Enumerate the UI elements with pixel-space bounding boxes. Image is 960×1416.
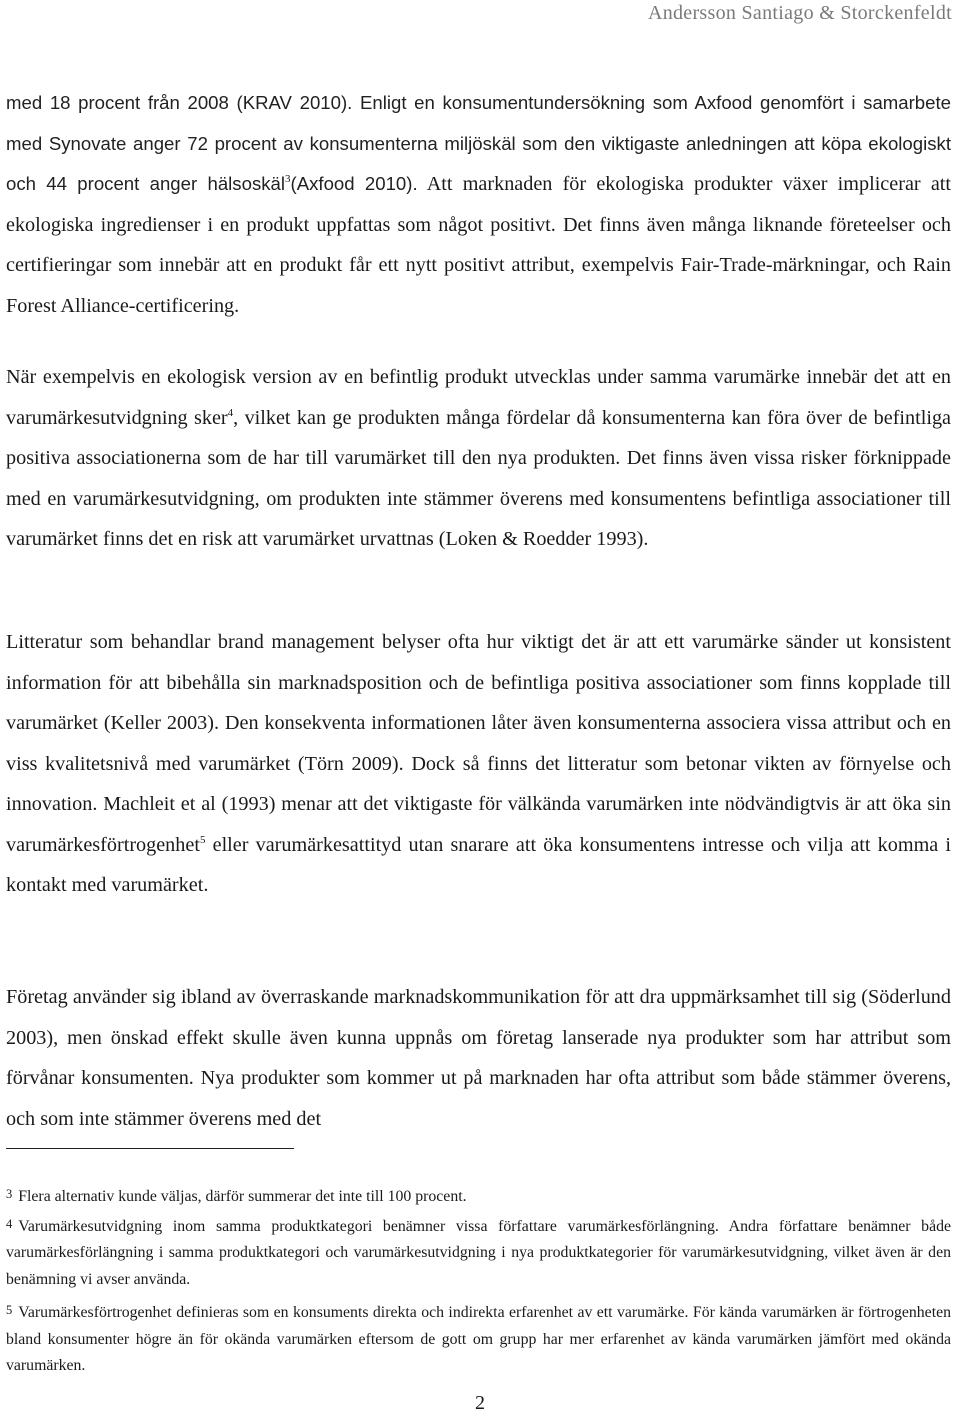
footnote-4 [6, 1211, 951, 1294]
paragraph-4 [6, 977, 951, 1139]
paragraph-3-text-a: Litteratur som behandlar brand management belyser ofta hur viktigt det är att ett varumärke sänder ut konsistent information för att bibehålla sin marknadsposition och de befintliga positiva associationer som finns kopplade till varumärket (Keller 2003). Den konsekventa informationen låter även konsumenterna associera vissa attribut och en viss kvalitetsnivå med varumärket (Törn 2009). Dock så finns det litteratur som betonar vikten av förnyelse och innovation. Machleit et al (1993) menar att det viktigaste för välkända varumärken inte nödvändigtvis är att öka sin varumärkesförtrogenhet [6, 631, 951, 856]
footnote-3 [6, 1181, 951, 1211]
page-number: 2 [475, 1392, 485, 1414]
body-text-2 [6, 357, 951, 560]
footnote-ref-5: 5 [199, 833, 206, 846]
paragraph-1-text-a: med 18 procent från 2008 (KRAV 2010). Enligt en konsumentundersökning som Axfood genomfört i samarbete med Synovate anger 72 procent av konsumenterna miljöskäl som den viktigaste anledningen att köpa ekologiskt och 44 procent anger hälsoskäl [6, 92, 951, 194]
footnote-ref-3: 3 [285, 173, 291, 185]
footnote-text: Varumärkesförtrogenhet definieras som en konsuments direkta och indirekta erfarenhet av ett varumärke. För kända varumärken är förtrogenheten bland konsumenter högre än för okända varumärken eftersom de gott om grupp har mer erfarenhet av kända varumärken jämfört med okända varumärken. [6, 1304, 951, 1374]
footnote-divider [6, 1148, 294, 1149]
body-text-3 [6, 622, 951, 906]
footnote-ref-4: 4 [227, 406, 234, 419]
paragraph-3-text-b: eller varumärkesattityd utan snarare att öka konsumentens intresse och vilja att komma i kontakt med varumärket. [6, 833, 951, 896]
footnote-number: 4 [6, 1216, 13, 1231]
running-header: Andersson Santiago & Storckenfeldt [647, 2, 952, 24]
paragraph-1-text-b: (Axfood 2010). [290, 173, 418, 194]
footnote-text: Flera alternativ kunde väljas, därför summerar det inte till 100 procent. [18, 1188, 467, 1205]
paragraph-1 [6, 83, 951, 326]
paragraph-2-text-b: , vilket kan ge produkten många fördelar då konsumenterna kan föra över de befintliga positiva associationerna som de har till varumärket till den nya produkten. Det finns även vissa risker förknippade med en varumärkesutvidgning, om produkten inte stämmer överens med konsumentens befintliga associationer till varumärket finns det en risk att varumärket urvattnas (Loken & Roedder 1993). [6, 406, 952, 550]
footnotes [6, 1181, 951, 1380]
footnote-number: 3 [6, 1187, 13, 1201]
paragraph-1-text-c: Att marknaden för ekologiska produkter växer implicerar att ekologiska ingredienser i en produkt uppfattas som något positivt. Det finns även många liknande företeelser och certifieringar som innebär att en produkt får ett nytt positivt attribut, exempelvis Fair-Trade-märkningar, och Rain Forest Alliance-certificering. [6, 173, 952, 317]
paragraph-4-text-a: Företag använder sig ibland av överraskande marknadskommunikation för att dra uppmärksamhet till sig (Söderlund 2003), men önskad effekt skulle även kunna uppnås om företag lanserade nya produkter som har attribut som förvånar konsumenten. Nya produkter som kommer ut på marknaden har ofta attribut som både stämmer överens, och som inte stämmer överens med det [6, 986, 951, 1130]
paragraph-2-text-a: När exempelvis en ekologisk version av en befintlig produkt utvecklas under samma varumärke innebär det att en varumärkesutvidgning sker [6, 366, 951, 429]
body-text [6, 83, 951, 326]
footnote-text: Varumärkesutvidgning inom samma produktkategori benämner vissa författare varumärkesförlängning. Andra författare benämner både varumärkesförlängning i samma produktkategori och varumärkesutvidgning i nya produktkategorier för varumärkesutvidgning, vilket även är den benämning vi avser använda. [6, 1217, 951, 1288]
paragraph-2 [6, 357, 951, 560]
paragraph-3 [6, 622, 951, 906]
body-text-4 [6, 977, 951, 1139]
footnote-number: 5 [6, 1303, 13, 1317]
footnote-5 [6, 1297, 951, 1380]
